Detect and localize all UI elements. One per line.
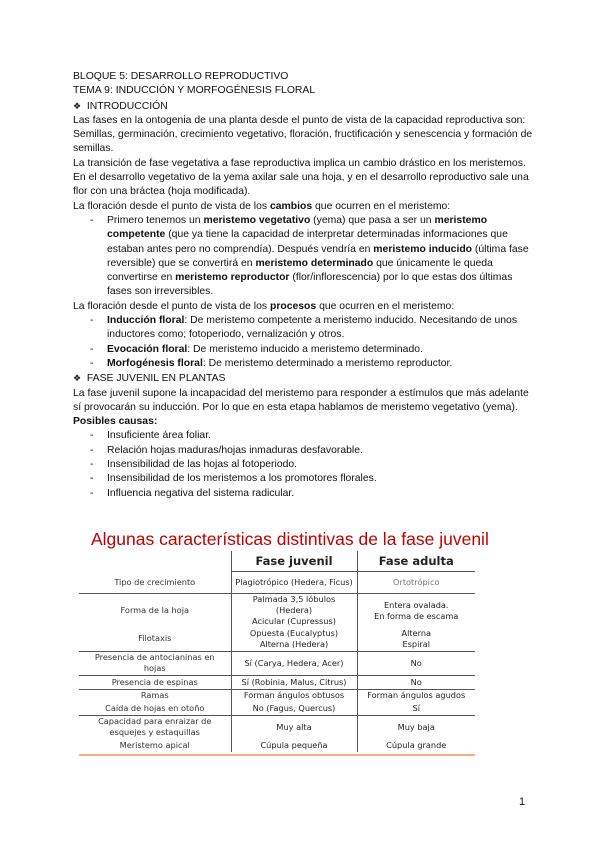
processes-intro: La floración desde el punto de vista de los procesos que ocurren en el meristemo: xyxy=(73,300,455,312)
intro-heading: ❖ INTRODUCCIÓN xyxy=(73,100,168,112)
page-number: 1 xyxy=(519,796,526,808)
table-row: Ramas Forman ángulos obtusos Forman ángulos agudos xyxy=(140,690,466,701)
table-header-row xyxy=(79,551,475,572)
table-row: Caída de hojas en otoño No (Fagus, Quercus) Sí xyxy=(79,702,475,715)
diamond-bullet-icon: ❖ xyxy=(73,373,82,384)
table-row: Presencia de espinas Sí (Robinia, Malus, Citrus) No xyxy=(79,675,475,689)
list-item: - Relación hojas maduras/hojas inmaduras desfavorable. xyxy=(90,444,363,456)
changes-list xyxy=(73,214,533,300)
list-item: - Insuficiente área foliar. xyxy=(90,430,211,442)
juvenile-characteristics-figure xyxy=(79,528,489,760)
juvenile-heading: ❖ FASE JUVENIL EN PLANTAS xyxy=(73,373,226,385)
causes-list xyxy=(73,429,533,500)
table-row: Meristemo apical Cúpula pequeña Cúpula grande xyxy=(119,740,447,750)
list-item: - Insensibilidad de las hojas al fotoperiodo. xyxy=(90,459,298,471)
characteristics-table xyxy=(79,551,475,752)
block-title: BLOQUE 5: DESARROLLO REPRODUCTIVO xyxy=(73,71,289,82)
table-row: Forma de la hoja Palmada 3,5 lóbulos (Hedera) Acicular (Cupressus) Entera ovalada. En forma de escama xyxy=(120,594,459,626)
topic-title: TEMA 9: INDUCCIÓN Y MORFOGÉNESIS FLORAL xyxy=(73,85,316,97)
changes-intro: La floración desde el punto de vista de los cambios que ocurren en el meristemo: xyxy=(73,200,451,212)
table-row: Capacidad para enraizar de esquejes y estaquillas Muy alta Muy baja xyxy=(98,716,435,738)
table-bottom-rule xyxy=(79,754,475,756)
header-juvenile: Fase juvenil xyxy=(231,551,357,572)
document-body xyxy=(73,70,533,501)
juvenile-paragraph: La fase juvenil supone la incapacidad del meristemo para responder a estímulos que más adelante sí provocarán su inducción. Por lo que en esta etapa hablamos de meristemo vegetativo (yema). xyxy=(73,387,529,413)
intro-paragraph-1: Las fases en la ontogenia de una planta desde el punto de vista de la capacidad reproductiva son: Semillas, germinación, crecimiento vegetativo, floración, fructificación y senescencia y formación de semillas. xyxy=(73,114,533,155)
header-adult: Fase adulta xyxy=(357,551,475,572)
table-row: Filotaxis Opuesta (Eucalyptus) Alterna (Hedera) Alterna Espiral xyxy=(79,627,475,651)
processes-list xyxy=(73,314,533,371)
intro-paragraph-2: La transición de fase vegetativa a fase reproductiva implica un cambio drástico en los meristemos. En el desarrollo vegetativo de la yema axilar sale una hoja, y en el desarrollo reproductivo sale una flor con una bráctea (hoja modificada). xyxy=(73,157,529,198)
list-item: - Evocación floral: De meristemo inducido a meristemo determinado. xyxy=(90,343,423,355)
diamond-bullet-icon: ❖ xyxy=(73,100,82,111)
table-row: Tipo de crecimiento Plagiotrópico (Hedera, Ficus) Ortotrópico xyxy=(79,572,475,594)
list-item: - Primero tenemos un meristemo vegetativo (yema) que pasa a ser un meristemo competente (que ya tiene la capacidad de interpretar determinadas informaciones que estaban antes pero no comprendía). Después vendría en meristemo inducido (última fase reversible) que se convertirá en meristemo determinado que únicamente le queda convertirse en meristemo reproductor (flor/inflorescencia) por lo que estas dos últimas fases son irreversibles. xyxy=(90,214,529,298)
list-item: - Insensibilidad de los meristemos a los promotores florales. xyxy=(90,473,377,485)
list-item: - Inducción floral: De meristemo competente a meristemo inducido. Necesitando de unos inductores como; fotoperiodo, vernalización y otros. xyxy=(90,315,518,341)
list-item: - Morfogénesis floral: De meristemo determinado a meristemo reproductor. xyxy=(90,357,453,369)
table-title: Algunas características distintivas de la fase juvenil xyxy=(91,529,489,549)
list-item: - Influencia negativa del sistema radicular. xyxy=(90,487,295,499)
causes-title: Posibles causas: xyxy=(73,416,158,428)
table-row: Presencia de antocianinas en hojas Sí (Carya, Hedera, Acer) No xyxy=(79,651,475,675)
